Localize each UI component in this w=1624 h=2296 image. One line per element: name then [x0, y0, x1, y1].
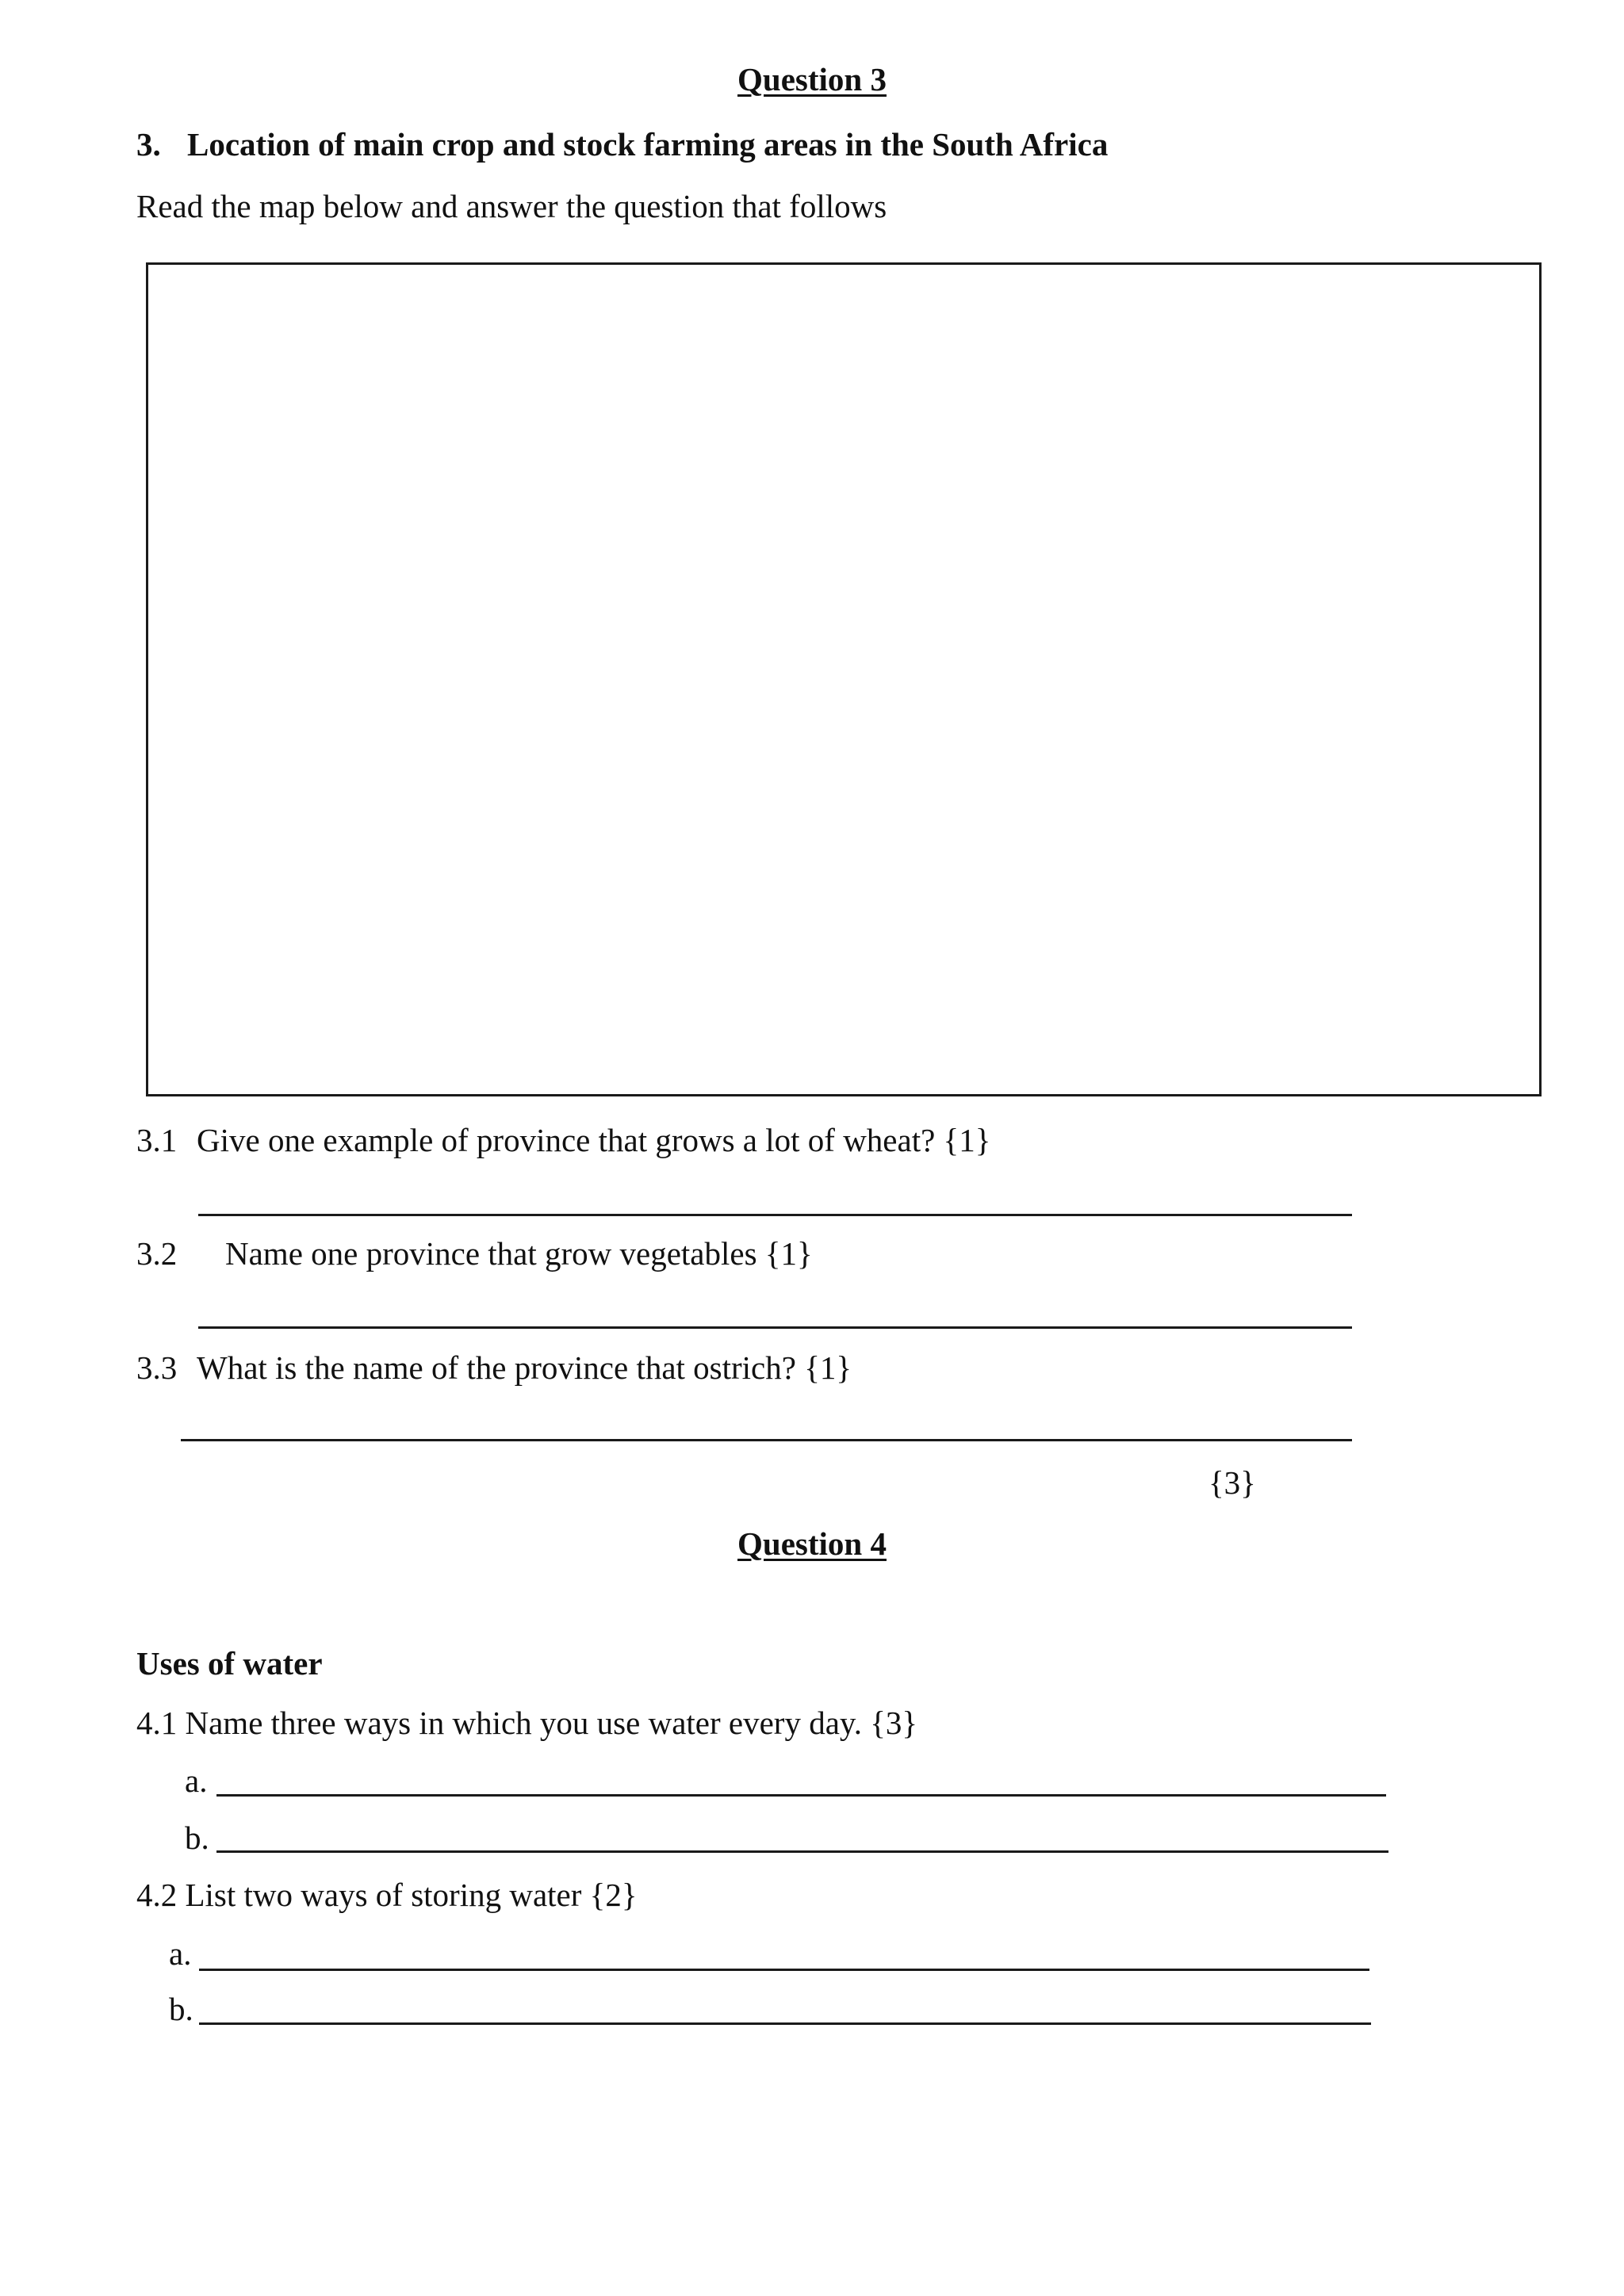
question-4-1-text: 4.1 Name three ways in which you use water every day. {3} [136, 1705, 918, 1741]
answer-line-4-2-a[interactable] [199, 1969, 1369, 1971]
answer-line-3-3[interactable] [181, 1439, 1352, 1441]
question-3-3-text: What is the name of the province that ostrich? {1} [197, 1349, 852, 1386]
answer-line-4-1-a[interactable] [216, 1794, 1386, 1797]
map-placeholder [146, 262, 1542, 1096]
question-3-total: {3} [1208, 1464, 1256, 1501]
answer-line-4-2-b[interactable] [199, 2022, 1371, 2025]
question-4-subheading: Uses of water [136, 1645, 323, 1682]
question-4-1-option-b: b. [185, 1820, 209, 1856]
question-4-2-option-a: a. [169, 1935, 192, 1972]
question-3-title-number: 3. [136, 126, 161, 163]
answer-line-3-2[interactable] [198, 1326, 1352, 1329]
question-4-heading: Question 4 [737, 1525, 887, 1562]
question-4-2-option-b: b. [169, 1991, 193, 2027]
question-3-instruction: Read the map below and answer the question that follows [136, 188, 887, 224]
question-4-2-text: 4.2 List two ways of storing water {2} [136, 1877, 638, 1913]
question-3-1-text: Give one example of province that grows a lot of wheat? {1} [197, 1122, 991, 1158]
question-3-1-number: 3.1 [136, 1122, 178, 1158]
question-3-2-number: 3.2 [136, 1235, 178, 1272]
question-3-title: Location of main crop and stock farming areas in the South Africa [187, 126, 1109, 163]
question-3-2-text: Name one province that grow vegetables {1} [225, 1235, 813, 1272]
question-3-heading: Question 3 [737, 61, 887, 98]
answer-line-4-1-b[interactable] [216, 1850, 1388, 1853]
question-4-1-option-a: a. [185, 1762, 208, 1799]
question-3-3-number: 3.3 [136, 1349, 178, 1386]
answer-line-3-1[interactable] [198, 1214, 1352, 1216]
